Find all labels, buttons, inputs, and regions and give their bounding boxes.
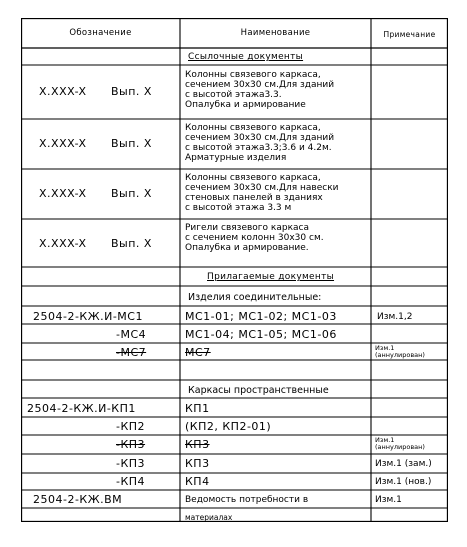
cage-row-4-note: Изм.1 (зам.): [375, 459, 432, 469]
item-row-2-designation: -МС4: [116, 328, 147, 341]
ref-row-2-name: Колонны связевого каркаса, сечением 30х30 см.Для зданий с высотой этажа3.3;3.6 и 4.2м. Арматурные изделия: [185, 123, 335, 163]
ref-row-2-code: X.XXX-X: [39, 137, 87, 150]
ref-row-3-code: X.XXX-X: [39, 187, 87, 200]
cage-row-5-designation: -КП4: [116, 475, 146, 488]
item-row-1-name: МС1-01; МС1-02; МС1-03: [185, 310, 337, 323]
cage-row-3-note: Изм.1 (аннулирован): [375, 436, 425, 451]
ref-row-1-code: X.XXX-X: [39, 85, 87, 98]
cage-row-1-designation: 2504-2-КЖ.И-КП1: [27, 402, 136, 415]
ref-row-4-name: Ригели связевого каркаса с сечением колонн 30х30 см. Опалубка и армирование.: [185, 223, 324, 253]
cage-row-7-name: материалах: [185, 513, 233, 522]
section-spatial-cages: Каркасы пространственные: [188, 385, 329, 396]
cage-row-4-designation: -КП3: [116, 457, 146, 470]
specification-table: [21, 18, 448, 522]
section-embedded-items: Изделия соединительные:: [188, 292, 322, 303]
cage-row-6-name: Ведомость потребности в: [185, 495, 309, 505]
ref-row-1-issue: Вып. X: [111, 85, 152, 98]
cage-row-2-name: (КП2, КП2-01): [185, 420, 272, 433]
header-note: Примечание: [383, 30, 436, 39]
header-designation: Обозначение: [69, 28, 132, 38]
cage-row-6-note: Изм.1: [375, 495, 402, 505]
cage-row-2-designation: -КП2: [116, 420, 146, 433]
item-row-1-note: Изм.1,2: [377, 312, 413, 322]
section-attached-docs: Прилагаемые документы: [207, 272, 335, 282]
ref-row-4-code: X.XXX-X: [39, 237, 87, 250]
ref-row-3-issue: Вып. X: [111, 187, 152, 200]
ref-row-3-name: Колонны связевого каркаса, сечением 30х30 см.Для навески стеновых панелей в зданиях с высотой этажа 3.3 м: [185, 173, 339, 213]
item-row-3-designation: -МС7: [116, 346, 147, 359]
section-reference-docs: Ссылочные документы: [188, 52, 304, 62]
item-row-2-name: МС1-04; МС1-05; МС1-06: [185, 328, 337, 341]
item-row-3-name: МС7: [185, 346, 211, 359]
cage-row-6-designation: 2504-2-КЖ.ВМ: [33, 493, 123, 506]
cage-row-4-name: КП3: [185, 457, 210, 470]
ref-row-2-issue: Вып. X: [111, 137, 152, 150]
header-name: Наименование: [240, 28, 311, 38]
ref-row-1-name: Колонны связевого каркаса, сечением 30х30 см.Для зданий с высотой этажа3.3. Опалубка и армирование: [185, 70, 335, 110]
cage-row-3-name: КП3: [185, 438, 210, 451]
item-row-1-designation: 2504-2-КЖ.И-МС1: [33, 310, 143, 323]
cage-row-5-name: КП4: [185, 475, 210, 488]
item-row-3-note: Изм.1 (аннулирован): [375, 344, 425, 359]
ref-row-4-issue: Вып. X: [111, 237, 152, 250]
cage-row-3-designation: -КП3: [116, 438, 146, 451]
cage-row-1-name: КП1: [185, 402, 210, 415]
cage-row-5-note: Изм.1 (нов.): [375, 477, 432, 487]
